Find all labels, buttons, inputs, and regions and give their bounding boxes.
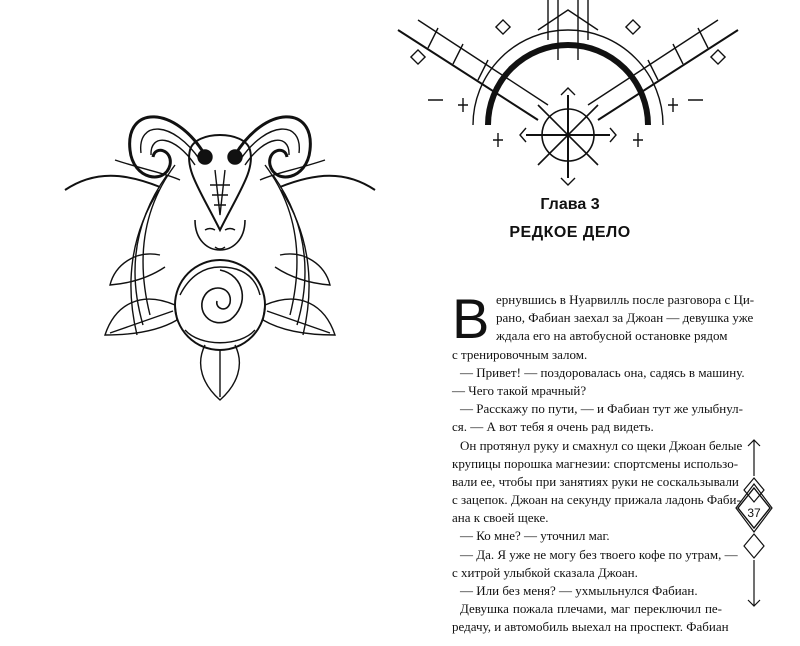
text-line: крупицы порошка магнезии: спортсмены использо-	[452, 455, 739, 471]
text-line: с тренировочным залом.	[452, 346, 588, 362]
text-line: с зацепок. Джоан на секунду прижала ладонь Фаби-	[452, 492, 741, 508]
text-line: — Ко мне? — уточнил маг.	[460, 528, 610, 544]
text-line: ана к своей щеке.	[452, 510, 549, 526]
page-marker-icon	[736, 440, 772, 610]
text-line: — Расскажу по пути, — и Фабиан тут же улыбнул-	[460, 401, 743, 417]
text-line: — Привет! — поздоровалась она, садясь в машину.	[460, 364, 745, 380]
chapter-title: РЕДКОЕ ДЕЛО	[509, 224, 631, 241]
drop-cap: В	[452, 287, 490, 350]
text-line: ся. — А вот тебя я очень рад видеть.	[452, 419, 654, 435]
text-line: — Или без меня? — ухмыльнулся Фабиан.	[460, 583, 698, 598]
text-line: Он протянул руку и смахнул со щеки Джоан белые	[460, 437, 743, 453]
text-line: с хитрой улыбкой сказала Джоан.	[452, 564, 638, 580]
text-line: — Да. Я уже не могу без твоего кофе по утрам, —	[460, 546, 738, 562]
ram-skull-illustration-icon	[55, 95, 385, 405]
text-line: редачу, и автомобиль выехал на проспект. Фабиан	[452, 619, 729, 635]
text-line: ернувшись в Нуарвилль после разговора с Ци-	[496, 292, 755, 307]
text-line: рано, Фабиан заехал за Джоан — девушка уже	[496, 310, 754, 326]
text-line: вали ее, чтобы при занятиях руки не соскальзывали	[452, 473, 739, 489]
text-line: Девушка пожала плечами, маг переключил пе-	[460, 601, 722, 617]
chapter-number: Глава 3	[540, 196, 600, 213]
text-line: ждала его на автобусной остановке рядом	[496, 328, 728, 344]
page-number: 37	[747, 506, 761, 520]
vegvisir-ornament-icon	[398, 0, 738, 190]
text-line: — Чего такой мрачный?	[452, 382, 587, 398]
